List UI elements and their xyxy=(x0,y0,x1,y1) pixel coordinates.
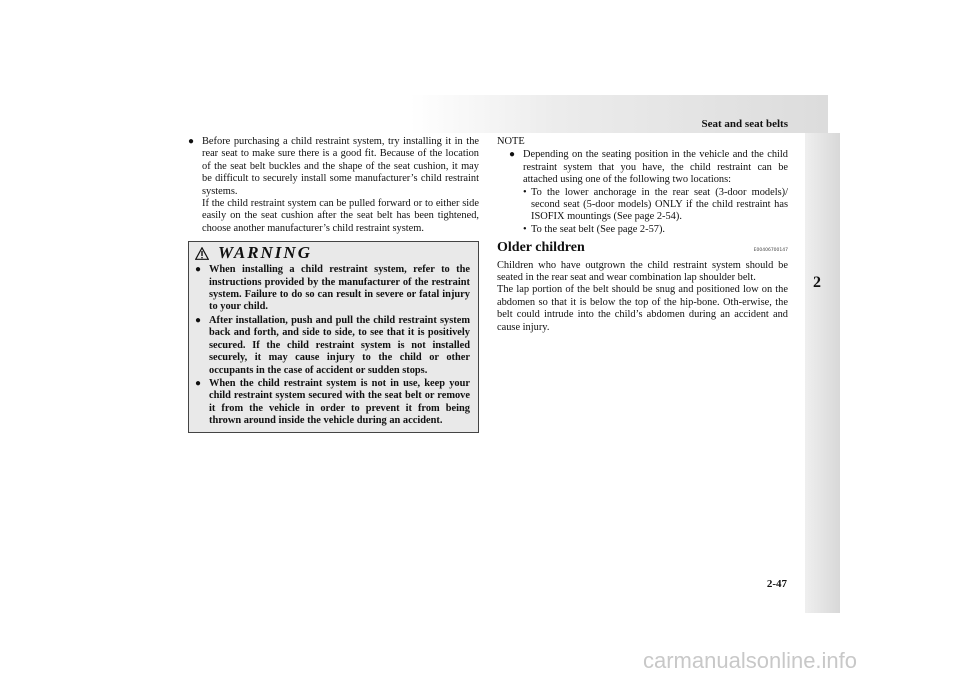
page-header-title: Seat and seat belts xyxy=(701,118,788,130)
intro-paragraph-1: Before purchasing a child restraint system, try installing it in the rear seat to make sure there is a good fit. Because of the location of the seat belt buckles and the shape of the seat cushion, it may be difficult to securely install some manufacturer’s child restraint systems. xyxy=(202,136,479,197)
bullet-icon: ● xyxy=(195,264,202,276)
sub-bullet-icon: • xyxy=(523,186,527,198)
warning-item-text: When installing a child restraint system, refer to the instructions provided by the manufacturer of the restraint system. Failure to do so can result in severe or fatal injury to your child. xyxy=(209,264,470,313)
warning-title: WARNING xyxy=(218,243,312,263)
warning-item-text: When the child restraint system is not in use, keep your child restraint system secured with the seat belt or remove it from the vehicle in order to prevent it from being thrown around inside the vehicle during an accident. xyxy=(209,377,470,427)
watermark: carmanualsonline.info xyxy=(643,648,858,673)
bullet-icon: ● xyxy=(188,136,195,147)
right-column xyxy=(497,136,788,334)
note-sub-item xyxy=(523,224,788,236)
bullet-icon: ● xyxy=(509,149,516,161)
note-sub-item-text: To the seat belt (See page 2-57). xyxy=(531,223,666,235)
note-sub-item-text: To the lower anchorage in the rear seat (3-door models)/ second seat (5-door models) ONLY if the child restraint has ISOFIX mountings (See page 2-54). xyxy=(531,186,788,223)
chapter-number: 2 xyxy=(813,274,821,291)
note-label: NOTE xyxy=(497,136,525,147)
left-column xyxy=(188,136,479,433)
warning-box xyxy=(188,241,479,432)
intro-bullet xyxy=(188,136,479,235)
warning-triangle-icon xyxy=(195,247,209,260)
warning-item-text: After installation, push and pull the child restraint system back and forth, and side to side, to see that it is positively secured. If the child restraint system is not installed securely, it may cause injury to the child or other occupants in the case of accident or sudden stops. xyxy=(209,314,470,376)
page-number: 2-47 xyxy=(766,578,787,590)
note-sub-item xyxy=(523,187,788,224)
section-paragraph-2: The lap portion of the belt should be snug and positioned low on the abdomen so that it is below the top of the hip-bone. Oth-erwise, the belt could intrude into the child’s abdomen during an accident and cause injury. xyxy=(497,284,788,333)
note-text: Depending on the seating position in the vehicle and the child restraint system that you have, the child restraint can be attached using one of the following two locations: xyxy=(523,149,788,186)
intro-paragraph-2: If the child restraint system can be pulled forward or to either side easily on the seat cushion after the seat belt has been tightened, choose another manufacturer’s child restraint system. xyxy=(202,198,479,234)
section-code: E00406700147 xyxy=(753,248,788,254)
warning-item xyxy=(195,264,470,314)
warning-item xyxy=(195,315,470,377)
note-bullet xyxy=(509,149,788,236)
bullet-icon: ● xyxy=(195,314,202,326)
section-heading xyxy=(497,242,788,257)
bullet-icon: ● xyxy=(195,377,202,389)
sub-bullet-icon: • xyxy=(523,223,527,235)
section-paragraph-1: Children who have outgrown the child restraint system should be seated in the rear seat and wear combination lap shoulder belt. xyxy=(497,259,788,284)
warning-item xyxy=(195,378,470,428)
note-body xyxy=(497,149,788,236)
section-title: Older children xyxy=(497,240,585,256)
chapter-tab xyxy=(805,133,840,613)
